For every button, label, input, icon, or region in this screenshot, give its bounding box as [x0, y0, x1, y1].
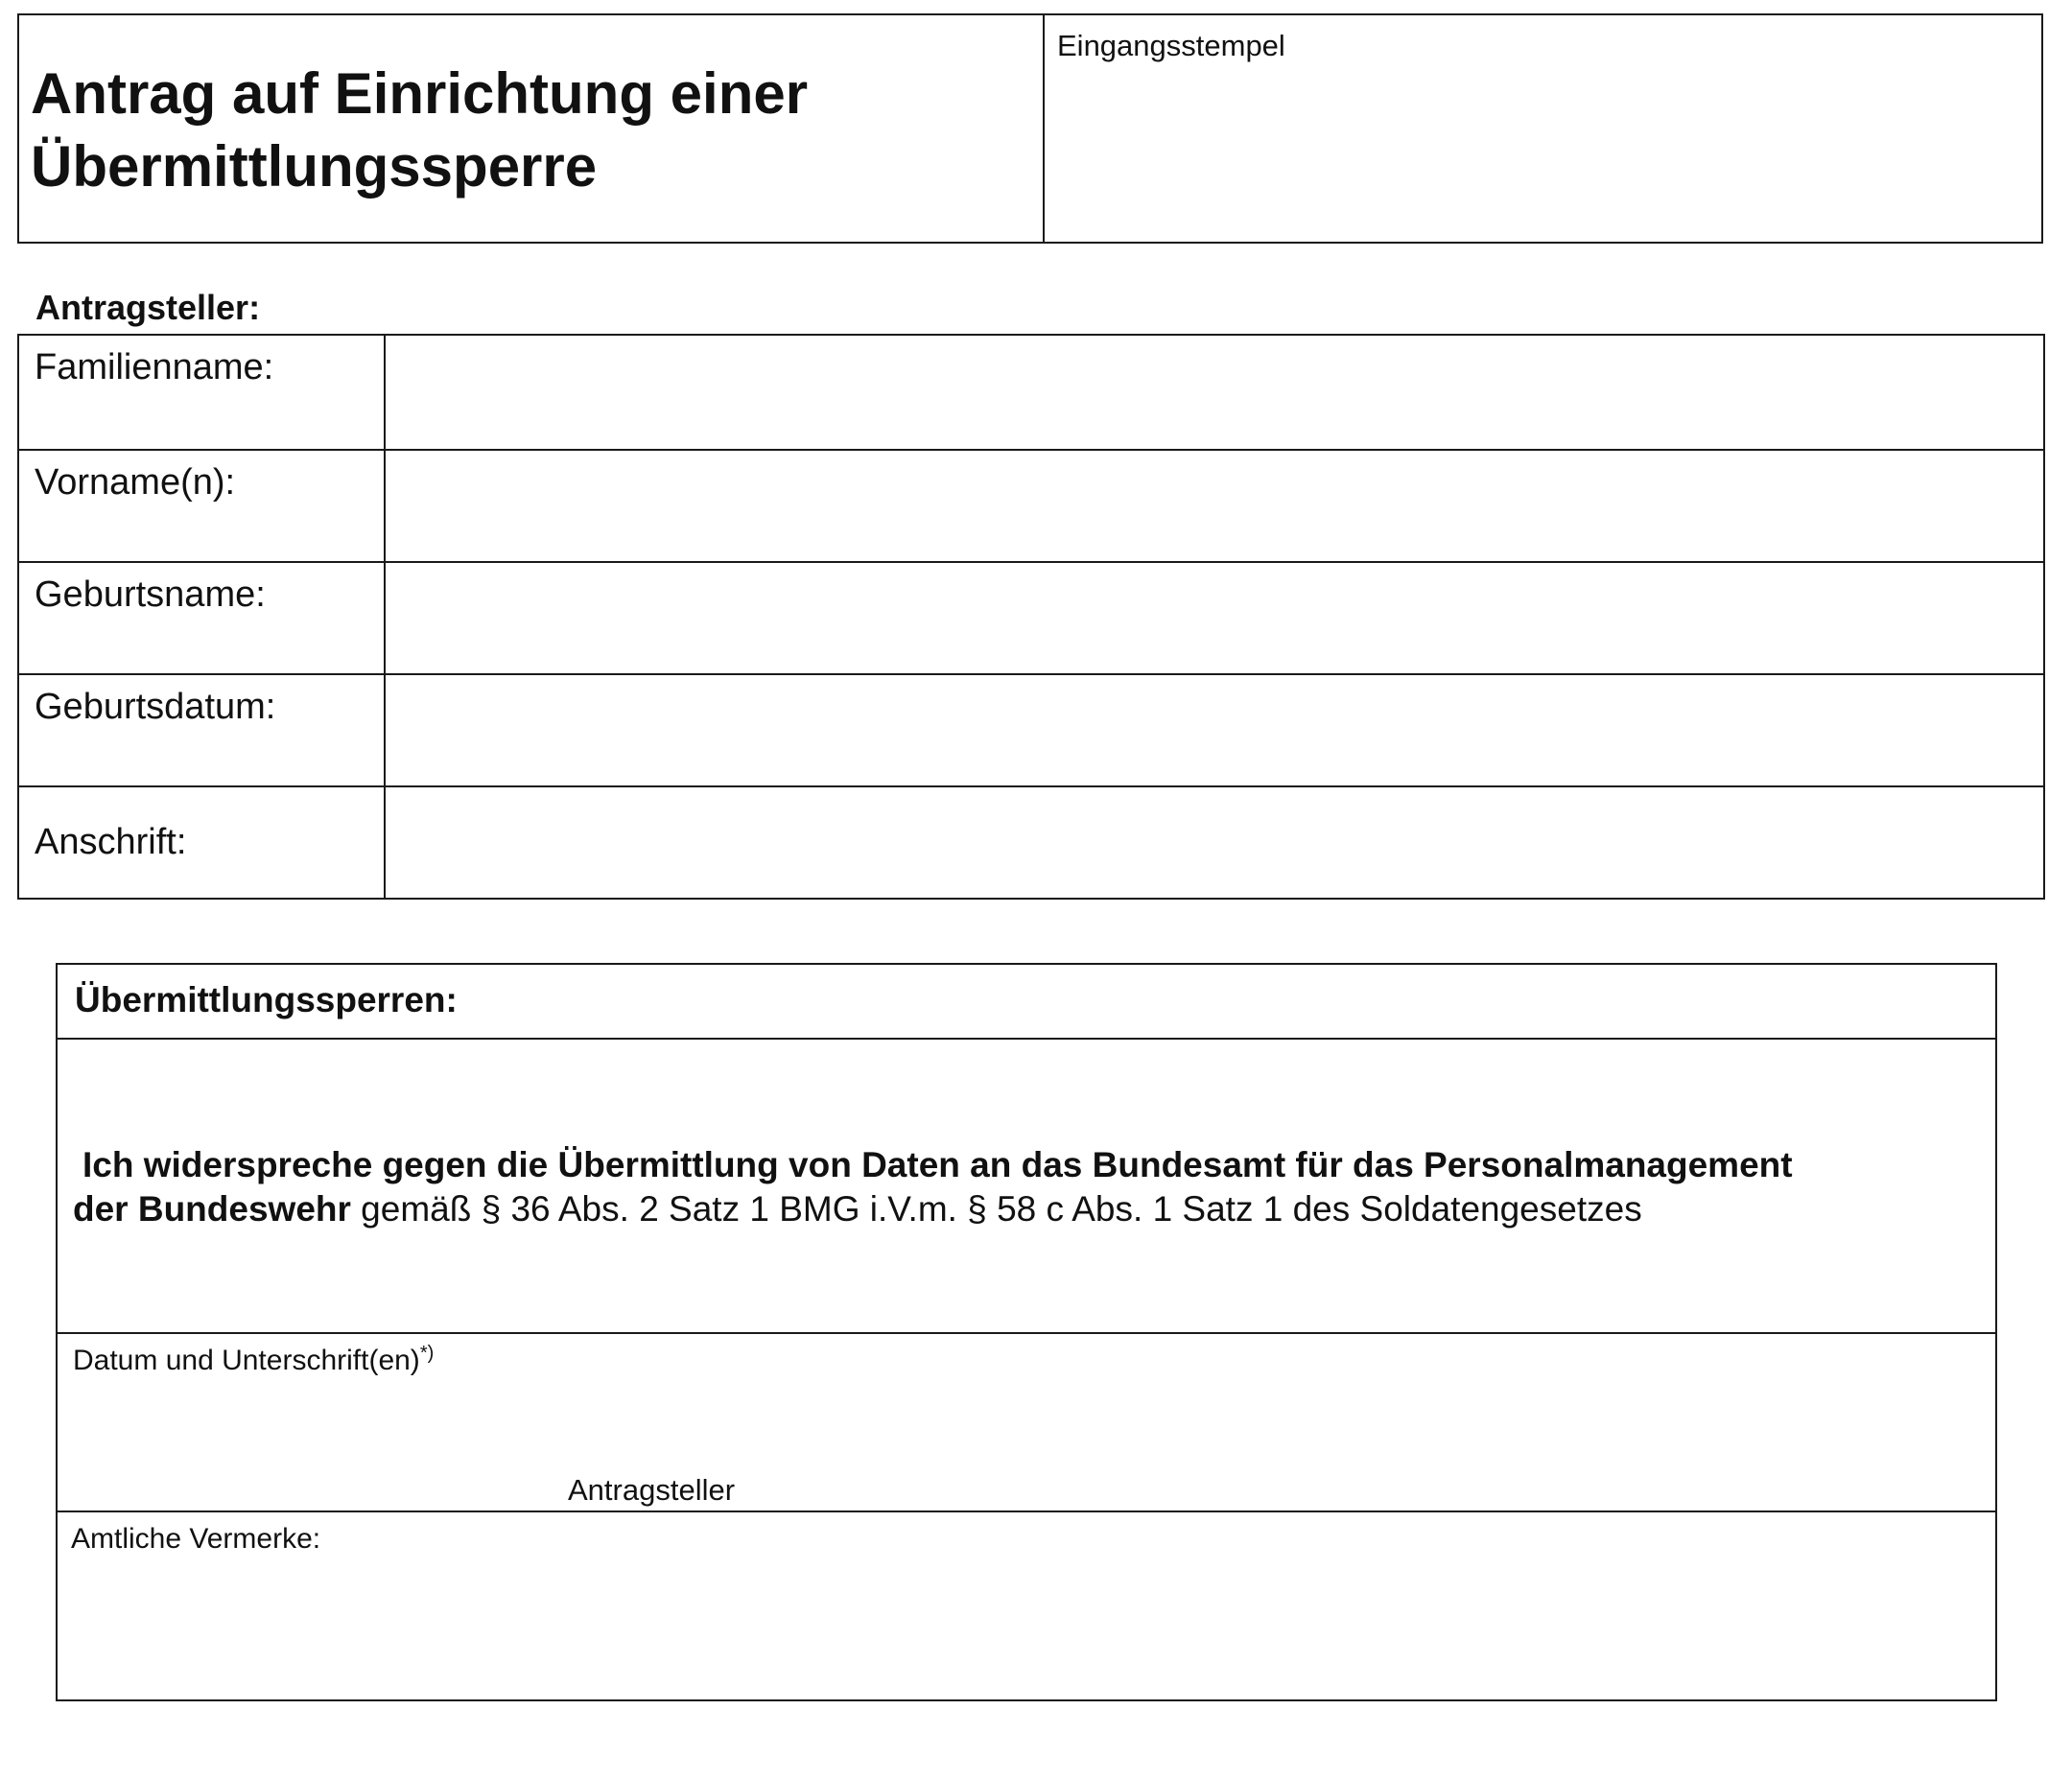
form-header [17, 13, 2043, 244]
statement-rest: gemäß § 36 Abs. 2 Satz 1 BMG i.V.m. § 58 c Abs. 1 Satz 1 des Soldatengesetzes [350, 1189, 1642, 1229]
form-title-line-2: Übermittlungssperre [31, 134, 598, 199]
statement-bold-2: der Bundeswehr [73, 1189, 351, 1229]
address-field[interactable] [384, 787, 2043, 900]
form-title [31, 58, 808, 203]
field-row-family-name [19, 336, 2043, 449]
field-row-first-names [19, 449, 2043, 563]
block-heading: Übermittlungssperren: [75, 980, 458, 1019]
signature-sublabel: Antragsteller [568, 1473, 736, 1507]
applicant-table [17, 334, 2045, 900]
form-title-line-1: Antrag auf Einrichtung einer [31, 61, 809, 126]
divider [58, 1511, 1995, 1512]
family-name-field[interactable] [384, 336, 2043, 449]
divider [58, 1332, 1995, 1334]
field-row-address [19, 785, 2043, 900]
signature-footnote: *) [419, 1343, 435, 1364]
field-label: Vorname(n): [35, 462, 236, 503]
field-label: Familienname: [35, 347, 274, 387]
field-label: Geburtsdatum: [35, 687, 276, 727]
stamp-label: Eingangsstempel [1057, 29, 1285, 62]
signature-label [73, 1343, 434, 1377]
divider [58, 1038, 1995, 1040]
statement-bold-1: Ich widerspreche gegen die Übermittlung von Daten an das Bundesamt für das Personalmanagement [82, 1145, 1793, 1184]
field-row-birth-name [19, 561, 2043, 675]
birth-date-field[interactable] [384, 675, 2043, 787]
official-notes-label: Amtliche Vermerke: [71, 1523, 321, 1555]
applicant-heading: Antragsteller: [35, 288, 261, 327]
field-row-birth-date [19, 673, 2043, 787]
first-names-field[interactable] [384, 451, 2043, 563]
field-label: Geburtsname: [35, 574, 266, 615]
birth-name-field[interactable] [384, 563, 2043, 675]
transmission-block-section [56, 963, 1997, 1701]
stamp-area [1043, 15, 1045, 242]
field-label: Anschrift: [35, 822, 187, 862]
signature-label-text: Datum und Unterschrift(en) [73, 1345, 420, 1376]
objection-statement [73, 1143, 1976, 1231]
